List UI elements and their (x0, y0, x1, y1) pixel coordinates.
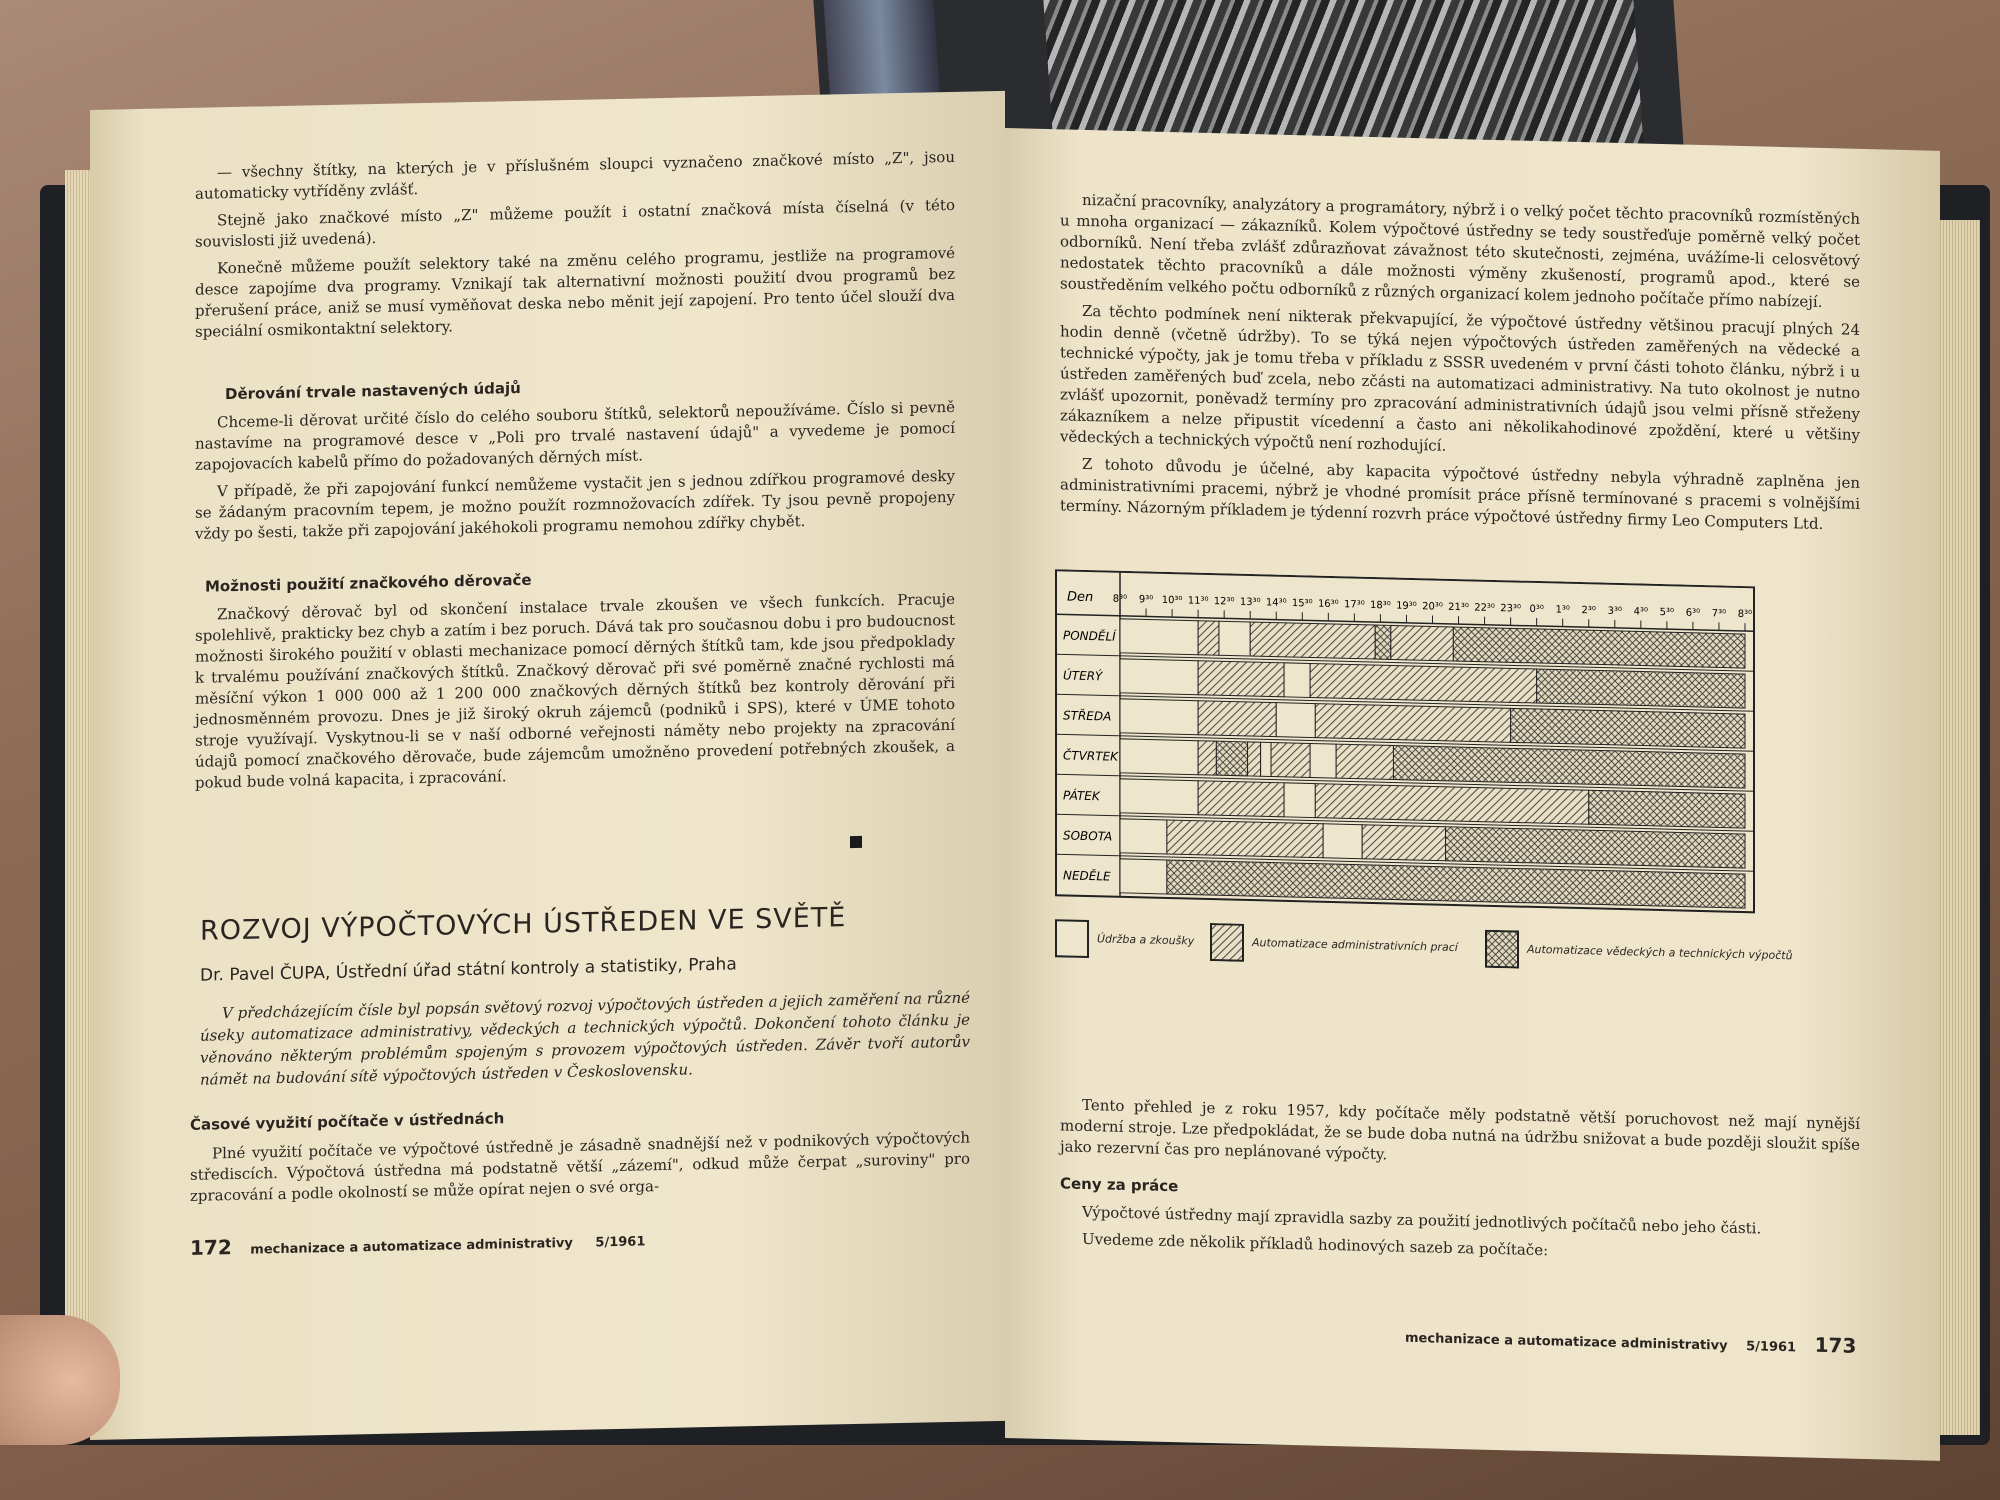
schedule-bar-maint (1120, 819, 1167, 854)
schedule-bar-admin (1391, 625, 1454, 661)
schedule-bar-maint (1120, 739, 1198, 775)
schedule-bar-maint (1261, 742, 1271, 776)
post-chart-text (1060, 1094, 1860, 1183)
paragraph: Stejně jako značkové místo „Z" můžeme použít i ostatní značková místa číselná (v této souvislosti již uvedená). (195, 195, 955, 251)
section-text (1060, 1201, 1860, 1275)
section-heading: Časové využití počítače v ústřednách (190, 1109, 505, 1134)
issue-number: 5/1961 (1746, 1339, 1797, 1356)
schedule-bar-maint (1310, 743, 1336, 778)
hour-tick-label: 20³⁰ (1422, 601, 1443, 613)
hour-tick-label: 6³⁰ (1685, 607, 1701, 619)
hour-tick-label: 4³⁰ (1633, 606, 1649, 618)
hour-tick-label: 13³⁰ (1239, 596, 1261, 609)
right-page-edges (1935, 220, 1980, 1435)
schedule-bar-maint (1284, 663, 1310, 698)
section-text (195, 589, 955, 800)
schedule-bar-admin (1315, 784, 1588, 825)
paragraph: Konečně můžeme použít selektory také na změnu celého programu, jestliže na programové desce zapojíme dva programy. Vznikají tak alternativní možnosti použití dvou programů bez přerušení práce, aniž se musí vyměňovat deska nebo měnit její zapojení. Pro tento účel slouží dva speciální osmikontaktní selektory. (195, 243, 955, 341)
schedule-bar-admin (1250, 622, 1375, 659)
article-abstract: V předcházejícím čísle byl popsán světový rozvoj výpočtových ústředen a jejich zaměření na různé úseky automatizace administrativy, vědeckých a technických výpočtů. Dokončení tohoto článku je věnováno některým problémům spojeným s provozem výpočtových ústředen. Závěr tvoří autorův námět na budování sítě výpočtových ústředen v Československu. (200, 988, 970, 1089)
legend-label: Údržba a zkoušky (1097, 932, 1195, 948)
section-heading: Děrování trvale nastavených údajů (225, 378, 521, 404)
thumb (0, 1315, 120, 1445)
schedule-bar-admin (1198, 701, 1276, 737)
schedule-bar-sci (1216, 741, 1247, 776)
schedule-bar-maint (1120, 699, 1198, 735)
hour-tick-label: 14³⁰ (1265, 597, 1287, 609)
schedule-bar-admin (1271, 743, 1310, 778)
page-footer (1405, 1323, 1856, 1358)
legend-label: Automatizace vědeckých a technických výpočtů (1527, 942, 1793, 963)
day-label: NEDĚLE (1063, 868, 1111, 884)
schedule-bar-maint (1219, 621, 1250, 656)
weekly-schedule-chart (1055, 569, 1755, 916)
schedule-bar-admin (1336, 744, 1393, 779)
hour-tick-label: 11³⁰ (1187, 595, 1209, 607)
legend-label: Automatizace administrativních prací (1252, 936, 1458, 955)
paragraph: Tento přehled je z roku 1957, kdy počítače měly podstatně větší poruchovost než mají nynější moderní stroje. Lze předpokládat, že se bude doba nutná na údržbu snižovat a bude později sloužit spíše jako rezervní čas pro neplánované výpočty. (1060, 1095, 1860, 1164)
day-label: ČTVRTEK (1063, 748, 1119, 764)
schedule-bar-maint (1120, 859, 1167, 894)
day-label: ÚTERÝ (1063, 668, 1103, 684)
schedule-bar-admin (1248, 742, 1261, 776)
page-footer (190, 1226, 645, 1260)
hour-tick-label: 19³⁰ (1396, 600, 1417, 613)
top-text (1060, 189, 1860, 542)
schedule-bar-maint (1120, 619, 1198, 655)
issue-number: 5/1961 (595, 1234, 646, 1251)
hour-tick-label: 15³⁰ (1291, 598, 1313, 610)
hour-tick-label: 16³⁰ (1317, 598, 1339, 611)
hour-tick-label: 1³⁰ (1555, 604, 1570, 616)
schedule-bar-maint (1120, 659, 1198, 695)
gantt-svg (1055, 569, 1755, 916)
section-text (190, 1128, 970, 1213)
journal-name: mechanizace a automatizace administrativy (1405, 1330, 1728, 1354)
schedule-bar-sci (1537, 669, 1745, 708)
right-page (1005, 128, 1940, 1461)
schedule-bar-sci (1589, 790, 1745, 828)
chart-legend (1055, 919, 1793, 987)
journal-name: mechanizace a automatizace administrativy (250, 1235, 573, 1258)
schedule-bar-sci (1375, 625, 1391, 659)
hour-tick-label: 0³⁰ (1529, 603, 1544, 616)
day-label: SOBOTA (1063, 828, 1113, 844)
page-number: 172 (190, 1235, 232, 1260)
hour-tick-label: 8³⁰ (1737, 608, 1753, 621)
hour-tick-label: 17³⁰ (1344, 599, 1365, 611)
schedule-bar-admin (1167, 820, 1323, 858)
hour-tick-label: 3³⁰ (1607, 605, 1622, 618)
article-title: ROZVOJ VÝPOČTOVÝCH ÚSTŘEDEN VE SVĚTĚ (200, 902, 847, 947)
section-heading: Možnosti použití značkového děrovače (205, 570, 532, 596)
day-label: STŘEDA (1063, 708, 1112, 724)
hour-tick-label: 2³⁰ (1581, 605, 1596, 617)
hour-tick-label: 5³⁰ (1659, 607, 1675, 619)
schedule-bar-admin (1310, 663, 1537, 703)
paragraph: Za těchto podmínek není nikterak překvapující, že výpočtové ústředny většinou pracují plných 24 hodin denně (včetně údržby). To se týká nejen výpočtových ústředen zaměřených na vědecké a technické výpočty, jak je tomu třeba v příkladu z SSSR uvedeném v první části tohoto článku, nýbrž i u ústředen zaměřených buď zcela, nebo zčásti na automatizaci administrativy. Na tuto okolnost je nutno zvlášť upozornit, poněvadž termíny pro zpracování administrativních údajů jsou velmi přísně střeženy zákazníkem a nelze připustit vícedenní a často ani několikahodinové zpoždění, které u většiny vědeckých a technických výpočtů není rozhodující. (1060, 301, 1860, 455)
hour-tick-label: 10³⁰ (1161, 594, 1183, 607)
paragraph: Výpočtové ústředny mají zpravidla sazby za použití jednotlivých počítačů nebo jeho části. (1082, 1202, 1762, 1238)
page-number: 173 (1814, 1332, 1857, 1358)
section-text (195, 397, 955, 551)
legend-swatch-science (1485, 930, 1519, 969)
schedule-bar-admin (1198, 781, 1284, 817)
article-author: Dr. Pavel ČUPA, Ústřední úřad státní kontroly a statistiky, Praha (200, 954, 737, 986)
schedule-bar-sci (1446, 827, 1745, 868)
hour-tick-label: 9³⁰ (1138, 594, 1154, 606)
section-heading: Ceny za práce (1060, 1174, 1179, 1196)
paragraph: Značkový děrovač byl od skončení instalace trvale zkoušen ve všech funkcích. Pracuje spolehlivě, prakticky bez chyb a zatím i bez poruch. Dává tak pro současnou dobu i pro budoucnost možnosti širokého použití v oblasti mechanizace pomocí děrných štítků tam, kde jsou předpoklady k trvalému používání značkových štítků. Značkový děrovač při své poměrně značné rychlosti má měsíční výkon 1 000 000 až 1 200 000 značkových děrných štítků bez kontroly děrování při jednosměnném provozu. Dnes je již široký okruh zájemců (podniků i SPS), které v ÚME tohoto stroje využívají. Vyskytnou-li se v naší odborné veřejnosti náměty nebo projekty na zpracování údajů pomocí značkového děrovače, bude zájemcům umožněno provedení potřebných zkoušek, a pokud bude volná kapacita, i zpracování. (195, 589, 955, 792)
intro-text (195, 147, 955, 349)
paragraph: V případě, že při zapojování funkcí nemůžeme vystačit jen s jednou zdířkou programové desky se žádaným pracovním tepem, je možno použít rozmnožovacích zdířek. Ty jsou pevně propojeny vždy po šesti, takže při zapojování jakéhokoli programu nemohou zdířky chybět. (195, 466, 955, 543)
hour-tick-label: 8³⁰ (1112, 593, 1128, 605)
paragraph: Chceme-li děrovat určité číslo do celého souboru štítků, selektorů nepoužíváme. Číslo si pevně nastavíme na programové desce v „Poli pro trvalé nastavení údajů" a vyvedeme je pomocí zapojovacích kabelů přímo do požadovaných děrných míst. (195, 397, 955, 474)
schedule-bar-maint (1120, 779, 1198, 815)
legend-swatch-admin (1210, 923, 1244, 962)
paragraph: Uvedeme zde několik příkladů hodinových sazeb za počítače: (1082, 1229, 1549, 1260)
row-header-label: Den (1067, 589, 1094, 606)
schedule-bar-maint (1284, 783, 1315, 818)
schedule-bar-admin (1198, 661, 1284, 697)
schedule-bar-sci (1511, 708, 1745, 748)
hour-tick-label: 23³⁰ (1500, 603, 1521, 615)
day-label: PONDĚLÍ (1063, 628, 1116, 644)
schedule-bar-maint (1323, 824, 1362, 859)
schedule-bar-admin (1362, 825, 1445, 861)
hour-tick-label: 22³⁰ (1474, 602, 1495, 614)
day-label: PÁTEK (1063, 788, 1100, 804)
left-page (90, 91, 1005, 1440)
end-mark (850, 836, 862, 848)
hour-tick-label: 12³⁰ (1213, 596, 1235, 608)
schedule-bar-admin (1198, 741, 1216, 775)
paragraph: nizační pracovníky, analyzátory a programátory, nýbrž i o velký počet těchto pracovníků rozmístěných u mnoha organizací — zákazníků. Kolem výpočtové ústředny se tedy soustřeďuje poměrně velký počet odborníků. Není třeba zvlášť zdůrazňovat závažnost této skutečnosti, zejména, uvážíme-li celosvětový nedostatek těchto pracovníků a dále možnosti výměny zkušeností, programů apod., které se soustředěním velkého počtu odborníků z různých organizací kolem jednoho počítače přímo nabízejí. (1060, 190, 1860, 311)
legend-swatch-maintenance (1055, 919, 1089, 958)
schedule-bar-admin (1315, 704, 1510, 743)
paragraph: Plné využití počítače ve výpočtové ústředně je zásadně snadnější než v podnikových výpočtových střediscích. Výpočtová ústředna má podstatně větší „zázemí", odkud může čerpat „suroviny" pro zpracování a podle okolností se může opírat nejen o své orga- (190, 1128, 970, 1205)
paragraph: Z tohoto důvodu je účelné, aby kapacita výpočtové ústředny nebyla výhradně zaplněna jen administrativními pracemi, nýbrž je vhodné promísit práce přísně termínované s pracemi s volnějšími termíny. Názorným příkladem je týdenní rozvrh práce výpočtové ústředny firmy Leo Computers Ltd. (1060, 454, 1860, 533)
schedule-bar-admin (1198, 621, 1219, 656)
paragraph: — všechny štítky, na kterých je v příslušném sloupci vyznačeno značkové místo „Z", jsou automaticky vytříděny zvlášť. (195, 147, 955, 203)
schedule-bar-maint (1276, 703, 1315, 738)
hour-tick-label: 21³⁰ (1448, 601, 1469, 614)
schedule-bar-sci (1453, 627, 1745, 668)
hour-tick-label: 7³⁰ (1711, 608, 1727, 620)
hour-tick-label: 18³⁰ (1370, 599, 1391, 612)
